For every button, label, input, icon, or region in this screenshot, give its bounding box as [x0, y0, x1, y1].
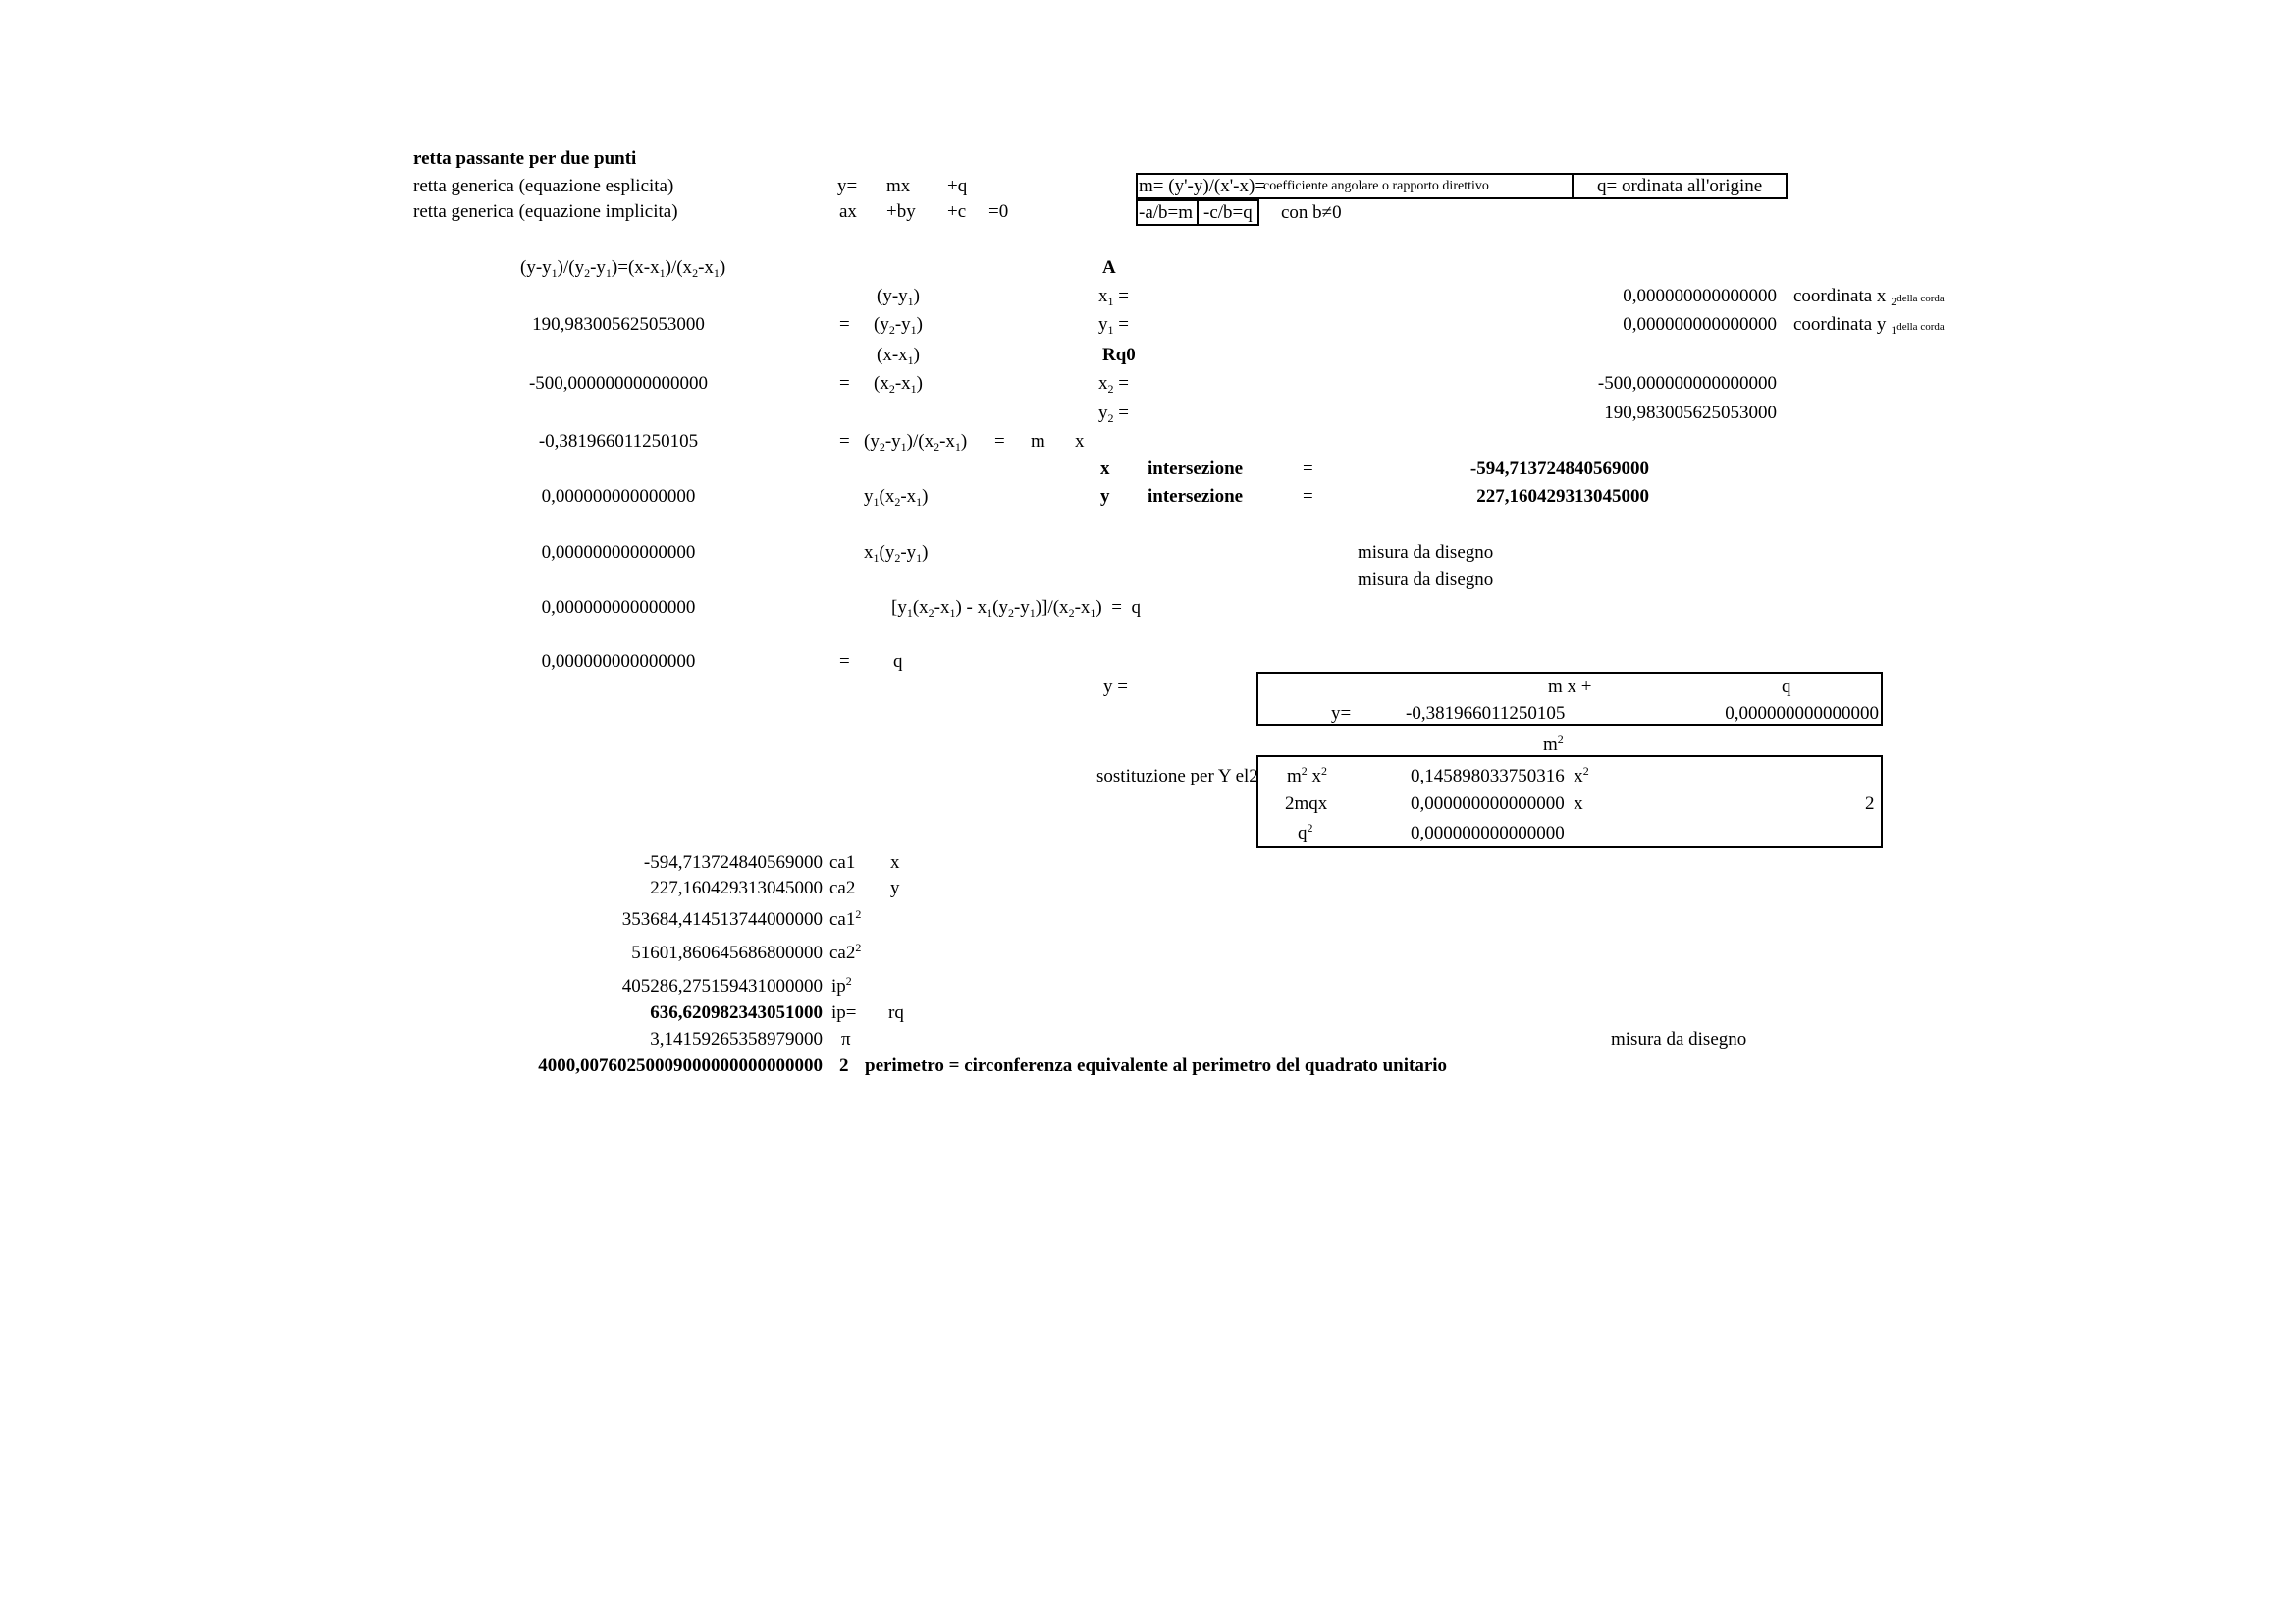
intersection-y-label: y [1100, 486, 1110, 507]
implicit-ax: ax [839, 201, 857, 222]
y2-value: 190,983005625053000 [1604, 403, 1777, 423]
perimeter-multiplier: 2 [839, 1055, 849, 1076]
2mqx-right: 2 [1865, 793, 1875, 814]
explicit-y: y= [837, 176, 858, 196]
2mqx-value: 0,000000000000000 x [1411, 793, 1583, 814]
chord-x-note: coordinata x $_2$della corda [1793, 286, 1945, 308]
ca1-value: -594,713724840569000 [643, 852, 823, 873]
explicit-mx: mx [886, 176, 911, 196]
sostituzione-label: sostituzione per Y el2 [1096, 766, 1258, 786]
q-tail: q [1131, 597, 1141, 618]
x1-value: 0,000000000000000 [1623, 286, 1777, 306]
ratio-ab: -a/b=m [1139, 202, 1194, 223]
explicit-equation-label: retta generica (equazione esplicita) [413, 176, 674, 196]
ca2-symbol: y [890, 878, 900, 898]
expr-x2-x1: $(x_2-x_1)$ [874, 373, 923, 396]
delta-y-value: 190,983005625053000 [532, 314, 705, 335]
implicit-equation-label: retta generica (equazione implicita) [413, 201, 678, 222]
intersection-y-word: intersezione [1148, 486, 1244, 507]
q2-label: $q^2$ [1298, 821, 1313, 843]
ip-squared-value: 405286,275159431000000 [621, 976, 823, 997]
q-symbol: q [893, 651, 903, 672]
intercept-value: 0,000000000000000 [541, 651, 696, 672]
misura-note-2: misura da disegno [1358, 569, 1494, 590]
intersection-x-eq: = [1303, 459, 1313, 479]
q2-value: 0,000000000000000 [1411, 823, 1565, 843]
2mqx-label: 2mqx [1285, 793, 1328, 814]
definition-divider [1572, 173, 1574, 199]
ratio-divider [1197, 199, 1199, 226]
explicit-q: +q [947, 176, 968, 196]
line-q-value: 0,000000000000000 [1725, 703, 1879, 724]
intersection-y-eq: = [1303, 486, 1313, 507]
ca1-squared-label: $ca1^2$ [829, 907, 862, 930]
two-point-formula: $(y-y_1)/(y_2-y_1)=(x-x_1)/(x_2-x_1)$ [520, 257, 726, 280]
eq-sign-5: = [839, 651, 850, 672]
slope-description: coefficiente angolare o rapporto direttivo [1263, 179, 1489, 193]
misura-note-1: misura da disegno [1358, 542, 1494, 563]
implicit-by: +by [886, 201, 916, 222]
product-y1-value: 0,000000000000000 [541, 486, 696, 507]
line-y-prefix: y= [1331, 703, 1352, 724]
delta-x-value: -500,000000000000000 [528, 373, 709, 394]
expr-x1-y2-y1: $x_1(y_2-y_1)$ [864, 542, 929, 565]
expr-slope-ratio: $(y_2-y_1)/(x_2-x_1)$ [864, 431, 968, 454]
eq-sign-4: = [994, 431, 1005, 452]
x-symbol: x [1075, 431, 1085, 452]
implicit-zero: =0 [988, 201, 1009, 222]
line-m-value: -0,381966011250105 [1406, 703, 1566, 724]
expr-y2-y1: $(y_2-y_1)$ [874, 314, 923, 337]
condition-label: con b≠0 [1281, 202, 1342, 223]
point-a-label: A [1102, 257, 1116, 278]
m2x2-label: $m^2$ $x^2$ [1287, 764, 1328, 786]
point-rq0-label: Rq0 [1102, 345, 1136, 365]
x1-label: $x_1$ = [1098, 286, 1129, 308]
product-x1-value: 0,000000000000000 [541, 542, 696, 563]
ip-label: ip= [831, 1002, 857, 1023]
intersection-x-word: intersezione [1148, 459, 1244, 479]
ip-value: 636,620982343051000 [650, 1002, 823, 1023]
eq-sign-3: = [839, 431, 850, 452]
intercept-expression-value: 0,000000000000000 [541, 597, 696, 618]
expr-y1-x2-x1: $y_1(x_2-x_1)$ [864, 486, 929, 509]
page-title: retta passante per due punti [413, 148, 637, 169]
line-q-label: q [1782, 676, 1791, 697]
pi-label: π [841, 1029, 851, 1050]
m2x2-value: 0,145898033750316 $x^2$ [1411, 764, 1589, 786]
ca2-label: ca2 [829, 878, 856, 898]
implicit-c: +c [947, 201, 967, 222]
ca1-squared-value: 353684,414513744000000 [621, 909, 823, 930]
expr-x-x1: $(x-x_1)$ [877, 345, 920, 367]
line-y-eq: y = [1103, 676, 1128, 697]
ca2-value: 227,160429313045000 [650, 878, 823, 898]
perimeter-value: 4000,00760250009000000000000000 [538, 1055, 823, 1076]
ca2-squared-label: $ca2^2$ [829, 941, 862, 963]
ca2-squared-value: 51601,860645686800000 [631, 943, 823, 963]
intersection-y-value: 227,160429313045000 [1476, 486, 1649, 507]
line-mx-plus: m x + [1548, 676, 1592, 697]
ca1-symbol: x [890, 852, 900, 873]
ca1-label: ca1 [829, 852, 856, 873]
intersection-x-value: -594,713724840569000 [1469, 459, 1649, 479]
x2-value: -500,000000000000000 [1597, 373, 1777, 394]
m-squared-label: $m^2$ [1543, 732, 1564, 755]
eq-sign-2: = [839, 373, 850, 394]
ratio-cb: -c/b=q [1203, 202, 1253, 223]
intersection-x-label: x [1100, 459, 1110, 479]
intercept-definition: q= ordinata all'origine [1597, 176, 1763, 196]
expr-intercept-formula: $[y_1(x_2-x_1) - x_1(y_2-y_1)]/(x_2-x_1) = q$ [891, 597, 1141, 620]
pi-value: 3,14159265358979000 [650, 1029, 823, 1050]
expr-y-y1: $(y-y_1)$ [877, 286, 920, 308]
m-symbol: m [1031, 431, 1045, 452]
chord-y-note: coordinata y $_1$della corda [1793, 314, 1945, 337]
slope-definition: m= (y'-y)/(x'-x)= [1139, 176, 1266, 196]
perimeter-description: perimetro = circonferenza equivalente al perimetro del quadrato unitario [865, 1055, 1448, 1076]
eq-sign-1: = [839, 314, 850, 335]
y2-label: $y_2$ = [1098, 403, 1129, 425]
y1-label: $y_1$ = [1098, 314, 1129, 337]
slope-value: -0,381966011250105 [538, 431, 699, 452]
ip-squared-label: $ip^2$ [831, 974, 852, 997]
misura-note-3: misura da disegno [1611, 1029, 1747, 1050]
y1-value: 0,000000000000000 [1623, 314, 1777, 335]
x2-label: $x_2$ = [1098, 373, 1129, 396]
ip-symbol: rq [888, 1002, 904, 1023]
